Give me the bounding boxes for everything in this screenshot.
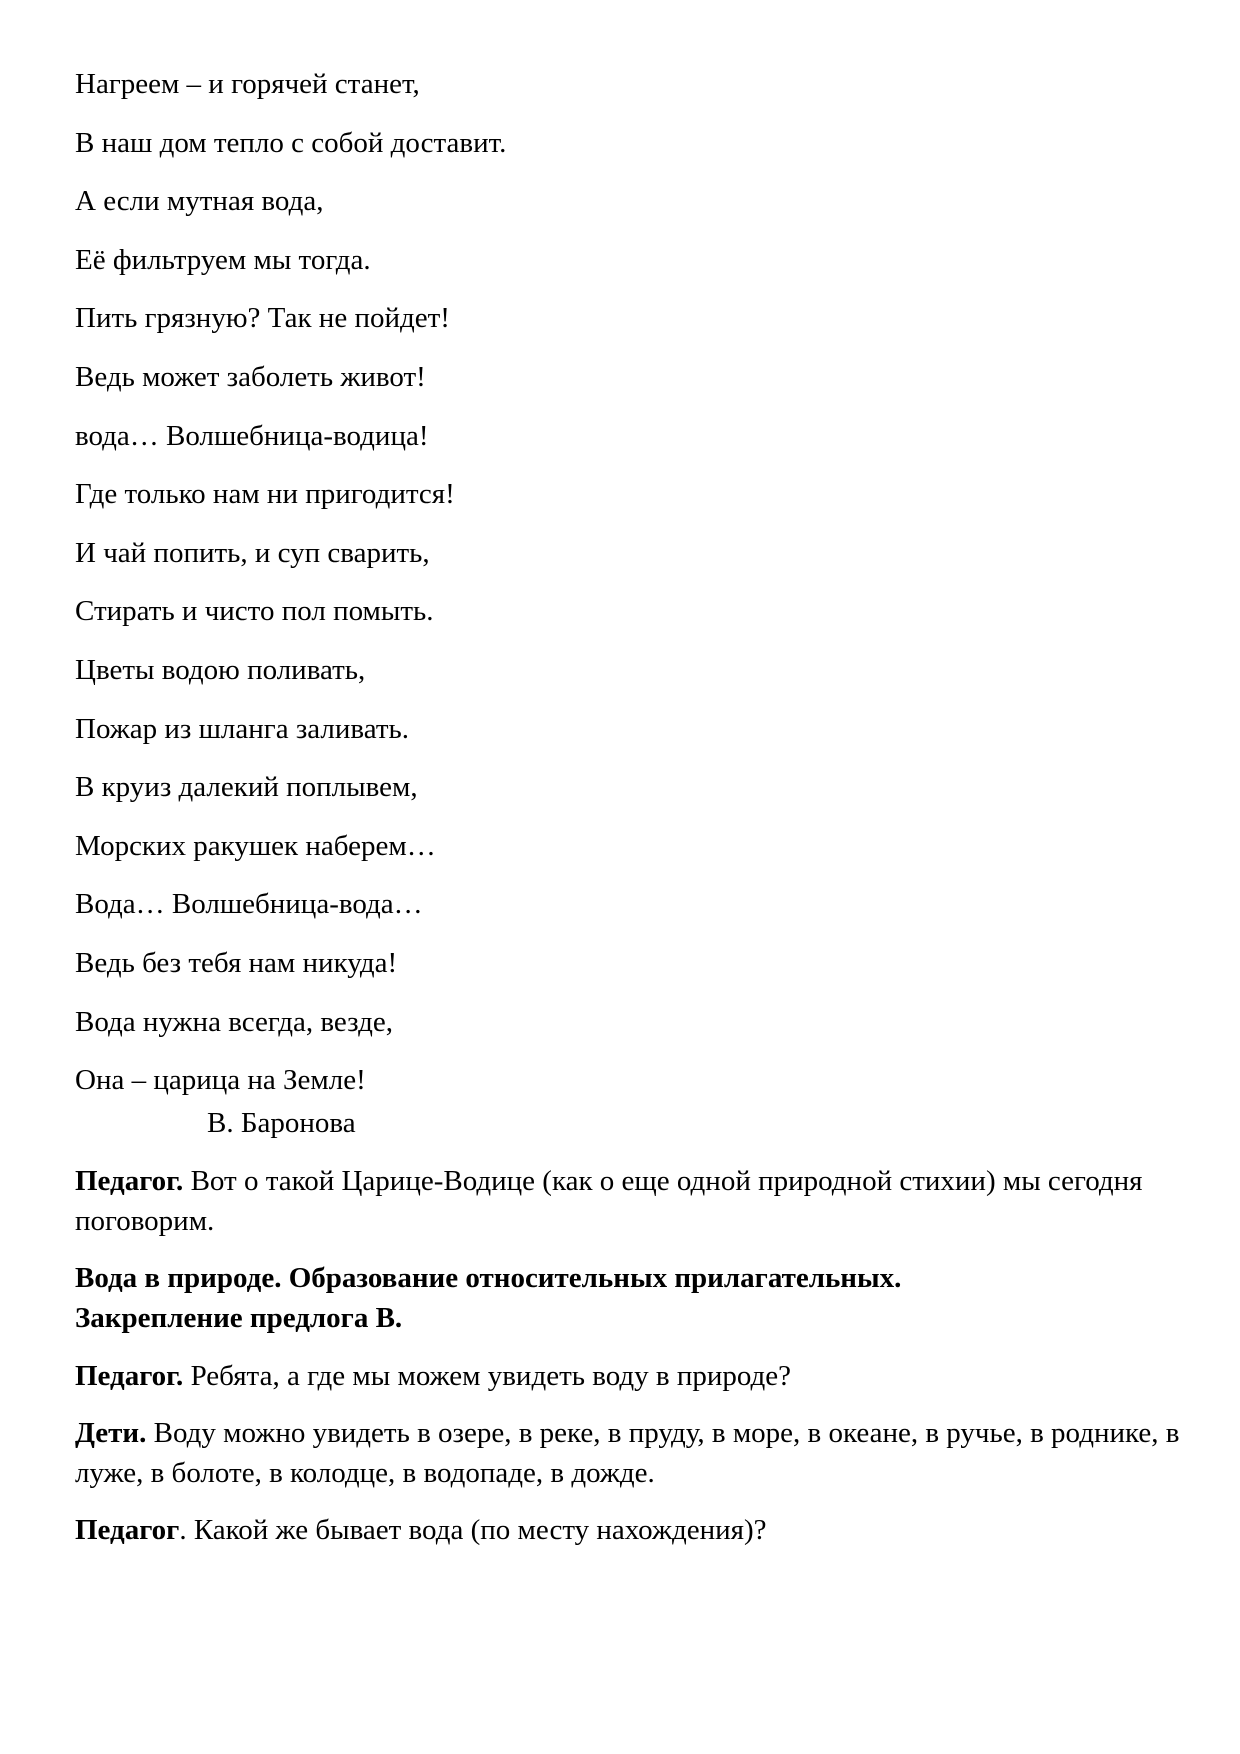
paragraph-text: Вот о такой Царице-Водице (как о еще одной природной стихии) мы сегодня поговорим. — [75, 1165, 1143, 1237]
poem-line: Пить грязную? Так не пойдет! — [75, 302, 450, 335]
poem-line: Морских ракушек наберем… — [75, 829, 436, 862]
poem-line: Пожар из шланга заливать. — [75, 712, 409, 745]
poem-line: Ведь без тебя нам никуда! — [75, 946, 398, 979]
paragraph-teacher-question — [75, 1356, 1185, 1396]
poem-line: Где только нам ни пригодится! — [75, 478, 455, 511]
poem-line: Вода… Волшебница-вода… — [75, 888, 423, 921]
poem-line: Стирать и чисто пол помыть. — [75, 595, 434, 628]
paragraph-text: Воду можно увидеть в озере, в реке, в пруду, в море, в океане, в ручье, в роднике, в луже, в болоте, в колодце, в водопаде, в дожде. — [75, 1417, 1180, 1489]
poem-line: Ведь может заболеть живот! — [75, 360, 426, 393]
paragraph-children-answer — [75, 1413, 1185, 1493]
paragraph-text: Ребята, а где мы можем увидеть воду в природе? — [183, 1360, 792, 1392]
paragraph-teacher-intro — [75, 1161, 1185, 1241]
poem — [75, 55, 1175, 1110]
speaker-label: Педагог. — [75, 1165, 184, 1197]
poem-line: Она – царица на Земле! — [75, 1064, 366, 1097]
poem-line: В наш дом тепло с собой доставит. — [75, 126, 507, 159]
poem-line: Цветы водою поливать, — [75, 653, 366, 686]
poem-line: Нагреем – и горячей станет, — [75, 68, 420, 100]
speaker-label: Дети. — [75, 1417, 147, 1449]
poem-line: В круиз далекий поплывем, — [75, 771, 418, 804]
poem-line: А если мутная вода, — [75, 185, 324, 218]
speaker-label: Педагог — [75, 1514, 180, 1546]
poem-line: Её фильтруем мы тогда. — [75, 243, 371, 276]
section-heading-line: Закрепление предлога В. — [75, 1302, 403, 1334]
paragraph-text: . Какой же бывает вода (по месту нахождения)? — [179, 1514, 767, 1546]
poem-line: И чай попить, и суп сварить, — [75, 536, 430, 569]
section-heading — [75, 1258, 1185, 1338]
poem-line: вода… Волшебница-водица! — [75, 419, 429, 452]
speaker-label: Педагог. — [75, 1360, 184, 1392]
poem-author: В. Баронова — [207, 1107, 356, 1139]
paragraph-teacher-question-2 — [75, 1510, 1185, 1550]
section-heading-line: Вода в природе. Образование относительных прилагательных. — [75, 1262, 902, 1294]
poem-line: Вода нужна всегда, везде, — [75, 1005, 393, 1038]
